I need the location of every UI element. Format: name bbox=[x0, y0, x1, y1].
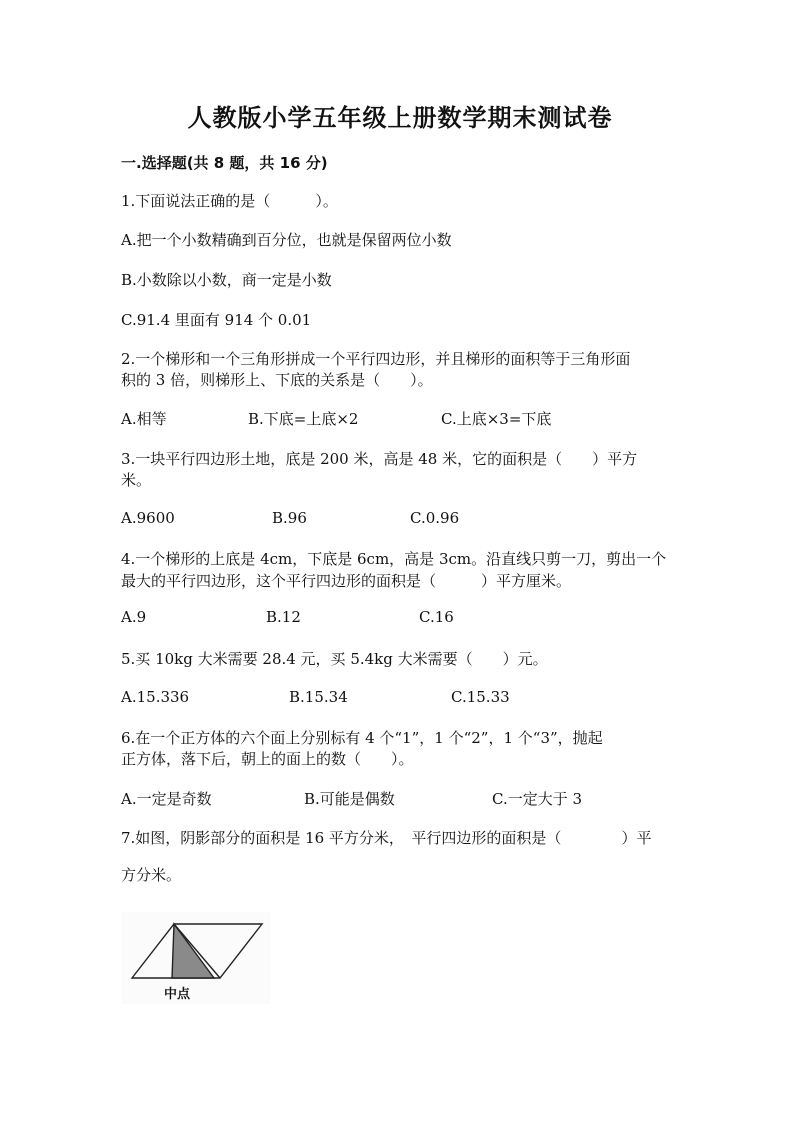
question-5-option-a: A.15.336 bbox=[121, 688, 190, 706]
question-6-option-c: C.一定大于 3 bbox=[492, 790, 583, 808]
question-4-stem-line-2: 最大的平行四边形，这个平行四边形的面积是（ ）平方厘米。 bbox=[121, 572, 572, 590]
parallelogram-figure bbox=[122, 912, 270, 1004]
question-6-stem-line-1: 6.在一个正方体的六个面上分别标有 4 个“1”，1 个“2”，1 个“3”，抛起 bbox=[121, 729, 603, 747]
question-6-option-b: B.可能是偶数 bbox=[304, 790, 395, 808]
question-6-stem-line-2: 正方体，落下后，朝上的面上的数（ ）。 bbox=[121, 750, 414, 768]
question-5-option-c: C.15.33 bbox=[451, 688, 510, 706]
question-2-stem-line-1: 2.一个梯形和一个三角形拼成一个平行四边形，并且梯形的面积等于三角形面 bbox=[121, 350, 631, 368]
question-4-option-a: A.9 bbox=[121, 608, 147, 626]
question-2-option-c: C.上底×3=下底 bbox=[441, 410, 552, 428]
question-7-stem-line-2: 方分米。 bbox=[121, 866, 182, 884]
midpoint-label: 中点 bbox=[164, 987, 191, 1002]
question-7-stem-line-1: 7.如图，阴影部分的面积是 16 平方分米， 平行四边形的面积是（ ）平 bbox=[121, 829, 652, 847]
question-4-option-b: B.12 bbox=[266, 608, 301, 626]
question-3-stem-line-1: 3.一块平行四边形土地，底是 200 米，高是 48 米，它的面积是（ ）平方 bbox=[121, 450, 638, 468]
question-3-option-c: C.0.96 bbox=[410, 509, 460, 527]
question-4-option-c: C.16 bbox=[419, 608, 454, 626]
question-1-option-a: A.把一个小数精确到百分位，也就是保留两位小数 bbox=[121, 231, 452, 249]
question-3-stem-line-2: 米。 bbox=[121, 471, 152, 489]
section-heading: 一.选择题(共 8 题，共 16 分) bbox=[121, 154, 328, 172]
question-2-stem-line-2: 积的 3 倍，则梯形上、下底的关系是（ ）。 bbox=[121, 371, 433, 389]
question-2-option-b: B.下底=上底×2 bbox=[248, 410, 359, 428]
question-1-option-b: B.小数除以小数，商一定是小数 bbox=[121, 271, 332, 289]
question-3-option-b: B.96 bbox=[272, 509, 307, 527]
question-1-option-c: C.91.4 里面有 914 个 0.01 bbox=[121, 311, 312, 329]
question-5-option-b: B.15.34 bbox=[289, 688, 348, 706]
question-4-stem-line-1: 4.一个梯形的上底是 4cm，下底是 6cm，高是 3cm。沿直线只剪一刀，剪出一个 bbox=[121, 550, 667, 568]
question-5-stem: 5.买 10kg 大米需要 28.4 元，买 5.4kg 大米需要（ ）元。 bbox=[121, 650, 548, 668]
question-3-option-a: A.9600 bbox=[121, 509, 175, 527]
question-1-stem: 1.下面说法正确的是（ ）。 bbox=[121, 192, 338, 210]
exam-title: 人教版小学五年级上册数学期末测试卷 bbox=[187, 104, 613, 132]
question-6-option-a: A.一定是奇数 bbox=[121, 790, 212, 808]
question-2-option-a: A.相等 bbox=[121, 410, 167, 428]
